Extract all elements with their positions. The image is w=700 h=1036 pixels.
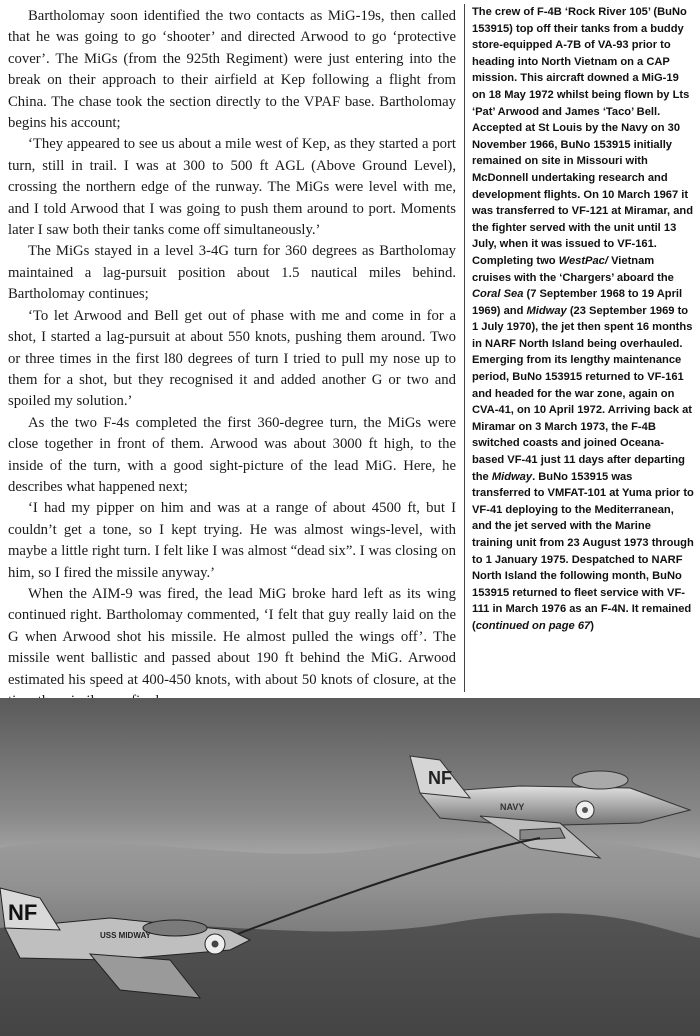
fighter-tail-code: NF (8, 900, 38, 925)
fighter-fuselage-lettering: USS MIDWAY (100, 931, 151, 940)
article-paragraph: The MiGs stayed in a level 3-4G turn for 360 degrees as Bartholomay maintained a lag-pursuit position about 1.5 nautical miles behind. Bartholomay continues; (8, 243, 456, 303)
caption-text: (23 September 1969 to 1 July 1970), the jet then spent 16 months in NARF North Island being overhauled. Emerging from its lengthy maintenance period, BuNo 153915 returned to VF-161 and headed for the war zone, again on CVA-41, on 10 April 1972. Arriving back at Miramar on 3 March 1973, the F-4B switched coasts and joined Oceana-based VF-41 just 11 days after departing the (472, 304, 693, 483)
tanker-tail-code: NF (428, 768, 452, 788)
caption-italic-midway: Midway (526, 304, 567, 317)
caption-text: ) (590, 619, 594, 632)
article-paragraph: As the two F-4s completed the first 360-degree turn, the MiGs were close together in front of them. Arwood was about 3000 ft high, to the inside of the turn, with a good sight-picture of the lead MiG. Here, he describes what happened next; (8, 414, 456, 495)
column-divider (464, 4, 465, 692)
caption-italic-continued: continued on page 67 (475, 619, 591, 632)
refuelling-photo (0, 698, 700, 1036)
caption-italic-coral-sea: Coral Sea (472, 288, 524, 301)
caption-text: The crew of F-4B ‘Rock River 105’ (BuNo 153915) top off their tanks from a buddy store-equipped A-7B of VA-93 prior to heading into North Vietnam on a CAP mission. This aircraft downed a MiG-19 on 18 May 1972 whilst being flown by Lts ‘Pat’ Arwood and James ‘Taco’ Bell. Accepted at St Louis by the Navy on 30 November 1966, BuNo 153915 initially remained on site in Missouri with McDonnell undertaking research and development flights. On 10 March 1967 it was transferred to VF-121 at Miramar, and the fighter served with the unit until 13 July, when it was issued to VF-161. Completing two (472, 6, 694, 267)
caption-italic-midway: Midway (491, 470, 533, 483)
caption-text: (7 September 1968 to 19 April 1969) and (472, 288, 683, 317)
article-paragraph: When the AIM-9 was fired, the lead MiG broke hard left as its wing continued right. Bartholomay commented, ‘I felt that guy really laid on the G when Arwood shot his missile. He almost pulled the wings off’. The missile went ballistic and passed about 190 ft behind the MiG. Arwood estimated his speed at 400-450 knots, with about 50 knots of closure, at the (8, 585, 456, 688)
article-quote: ‘They appeared to see us about a mile west of Kep, as they started a port turn, still in trail. I was at 300 to 500 ft AGL (Above Ground Level), crossing the northern edge of the runway. The MiGs were level with me, and I told Arwood that I was going to push them around to port. Moments later I saw both their tanks come off simultaneously.’ (8, 136, 456, 239)
article-paragraph: Bartholomay soon identified the two contacts as MiG-19s, then called that he was going to go ‘shooter’ and directed Arwood to go ‘protective cover’. The MiGs (from the 925th Regiment) were just entering into the break on their approach to their airfield at Kep following a flight from China. The chase took the section directly to the VPAF base. Bartholomay begins his account; (8, 8, 456, 132)
article-quote: ‘I had my pipper on him and was at a range of about 4500 ft, but I couldn’t get a tone, so I kept trying. He was almost wings-level, with maybe a little right turn. I felt like I was almost “dead six”. I was closing on him, so I fired the missile anyway.’ (8, 500, 456, 581)
article-body (8, 6, 456, 755)
caption-text: Vietnam cruises with the ‘Chargers’ aboard the (472, 254, 674, 284)
article-quote: ‘To let Arwood and Bell get out of phase with me and come in for a shot, I started a lag-pursuit at about 550 knots, pushing them around. Two or three times in the first l80 degrees of turn I tried to pull my nose up to them for a shot, but they recognised it and added another G or two and spoiled my solution.’ (8, 307, 456, 410)
tanker-navy-lettering: NAVY (500, 802, 525, 812)
photo-caption (472, 4, 694, 635)
buddy-store (520, 828, 565, 840)
caption-text: . BuNo 153915 was transferred to VMFAT-101 at Yuma prior to VF-41 deploying to the Mediterranean, and the jet served with the Marine training unit from 23 August 1973 through to 1 January 1975. Despatched to NARF North Island the following month, BuNo 153915 returned to fleet service with VF-111 in March 1976 as an F-4N. It remained ( (472, 470, 694, 632)
caption-italic-westpac: WestPac/ (558, 254, 608, 267)
